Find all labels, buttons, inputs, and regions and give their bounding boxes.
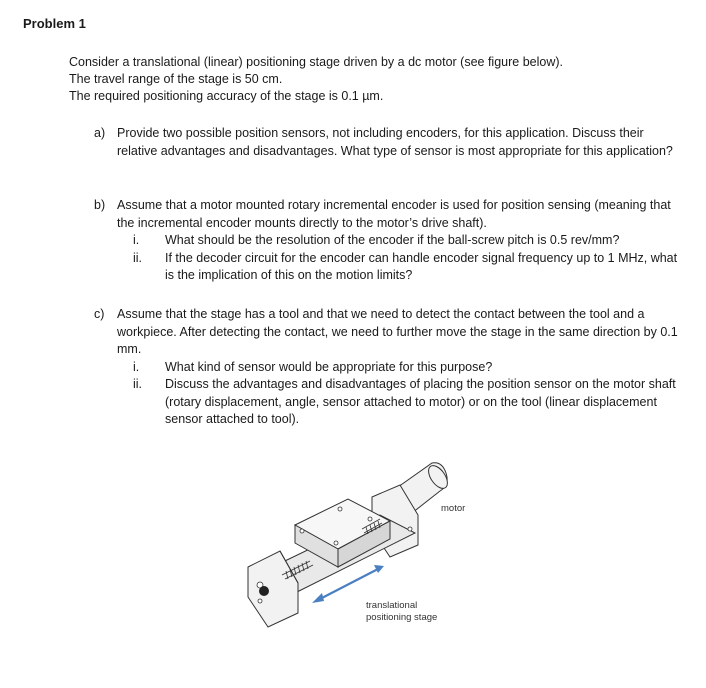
part-a-text: Provide two possible position sensors, not including encoders, for this application. Discuss their relative advantages and disadvantages. What type of sensor is most appropriate for this application? [117,126,673,158]
sub-text: Discuss the advantages and disadvantages of placing the position sensor on the motor shaft (rotary displacement, angle, sensor attached to motor) or on the tool (linear displacement sensor attached to tool). [165,377,676,426]
problem-title: Problem 1 [23,16,86,31]
sub-number: i. [133,233,140,247]
positioning-stage-illustration [240,455,480,630]
stage-label-line: positioning stage [366,612,438,623]
positioning-stage-figure [240,455,480,630]
part-c-label: c) [94,307,105,321]
intro-line: Consider a translational (linear) positioning stage driven by a dc motor (see figure below). [69,55,564,69]
sub-number: ii. [133,250,143,265]
part-a [94,125,684,160]
sub-number: ii. [133,377,143,391]
intro-line: The required positioning accuracy of the stage is 0.1 µm. [69,89,384,103]
part-b-sub-ii [117,250,684,285]
part-c-sub-i [117,359,684,377]
left-bearing-hole [259,586,269,596]
motor-label: motor [441,503,466,514]
part-b-label: b) [94,198,106,212]
sub-text: What kind of sensor would be appropriate for this purpose? [165,359,493,374]
part-b-text: Assume that a motor mounted rotary incremental encoder is used for position sensing (meaning that the incremental encoder mounts directly to the motor’s drive shaft). [117,198,671,230]
part-c-sub-ii [117,376,684,429]
stage-label [366,600,437,624]
intro-line: The travel range of the stage is 50 cm. [69,72,283,86]
sub-text: If the decoder circuit for the encoder can handle encoder signal frequency up to 1 MHz, what is the implication of this on the motion limits? [165,250,678,282]
sub-text: What should be the resolution of the encoder if the ball-screw pitch is 0.5 rev/mm? [165,233,620,247]
problem-intro [69,54,689,105]
part-a-label: a) [94,126,106,140]
part-b [94,197,684,285]
part-b-sub-i [117,232,684,250]
part-c [94,306,684,429]
part-c-text: Assume that the stage has a tool and that we need to detect the contact between the tool and a workpiece. After detecting the contact, we need to further move the stage in the same direction by 0.1 mm. [117,307,678,356]
sub-number: i. [133,359,140,374]
stage-label-line: translational [366,600,418,611]
